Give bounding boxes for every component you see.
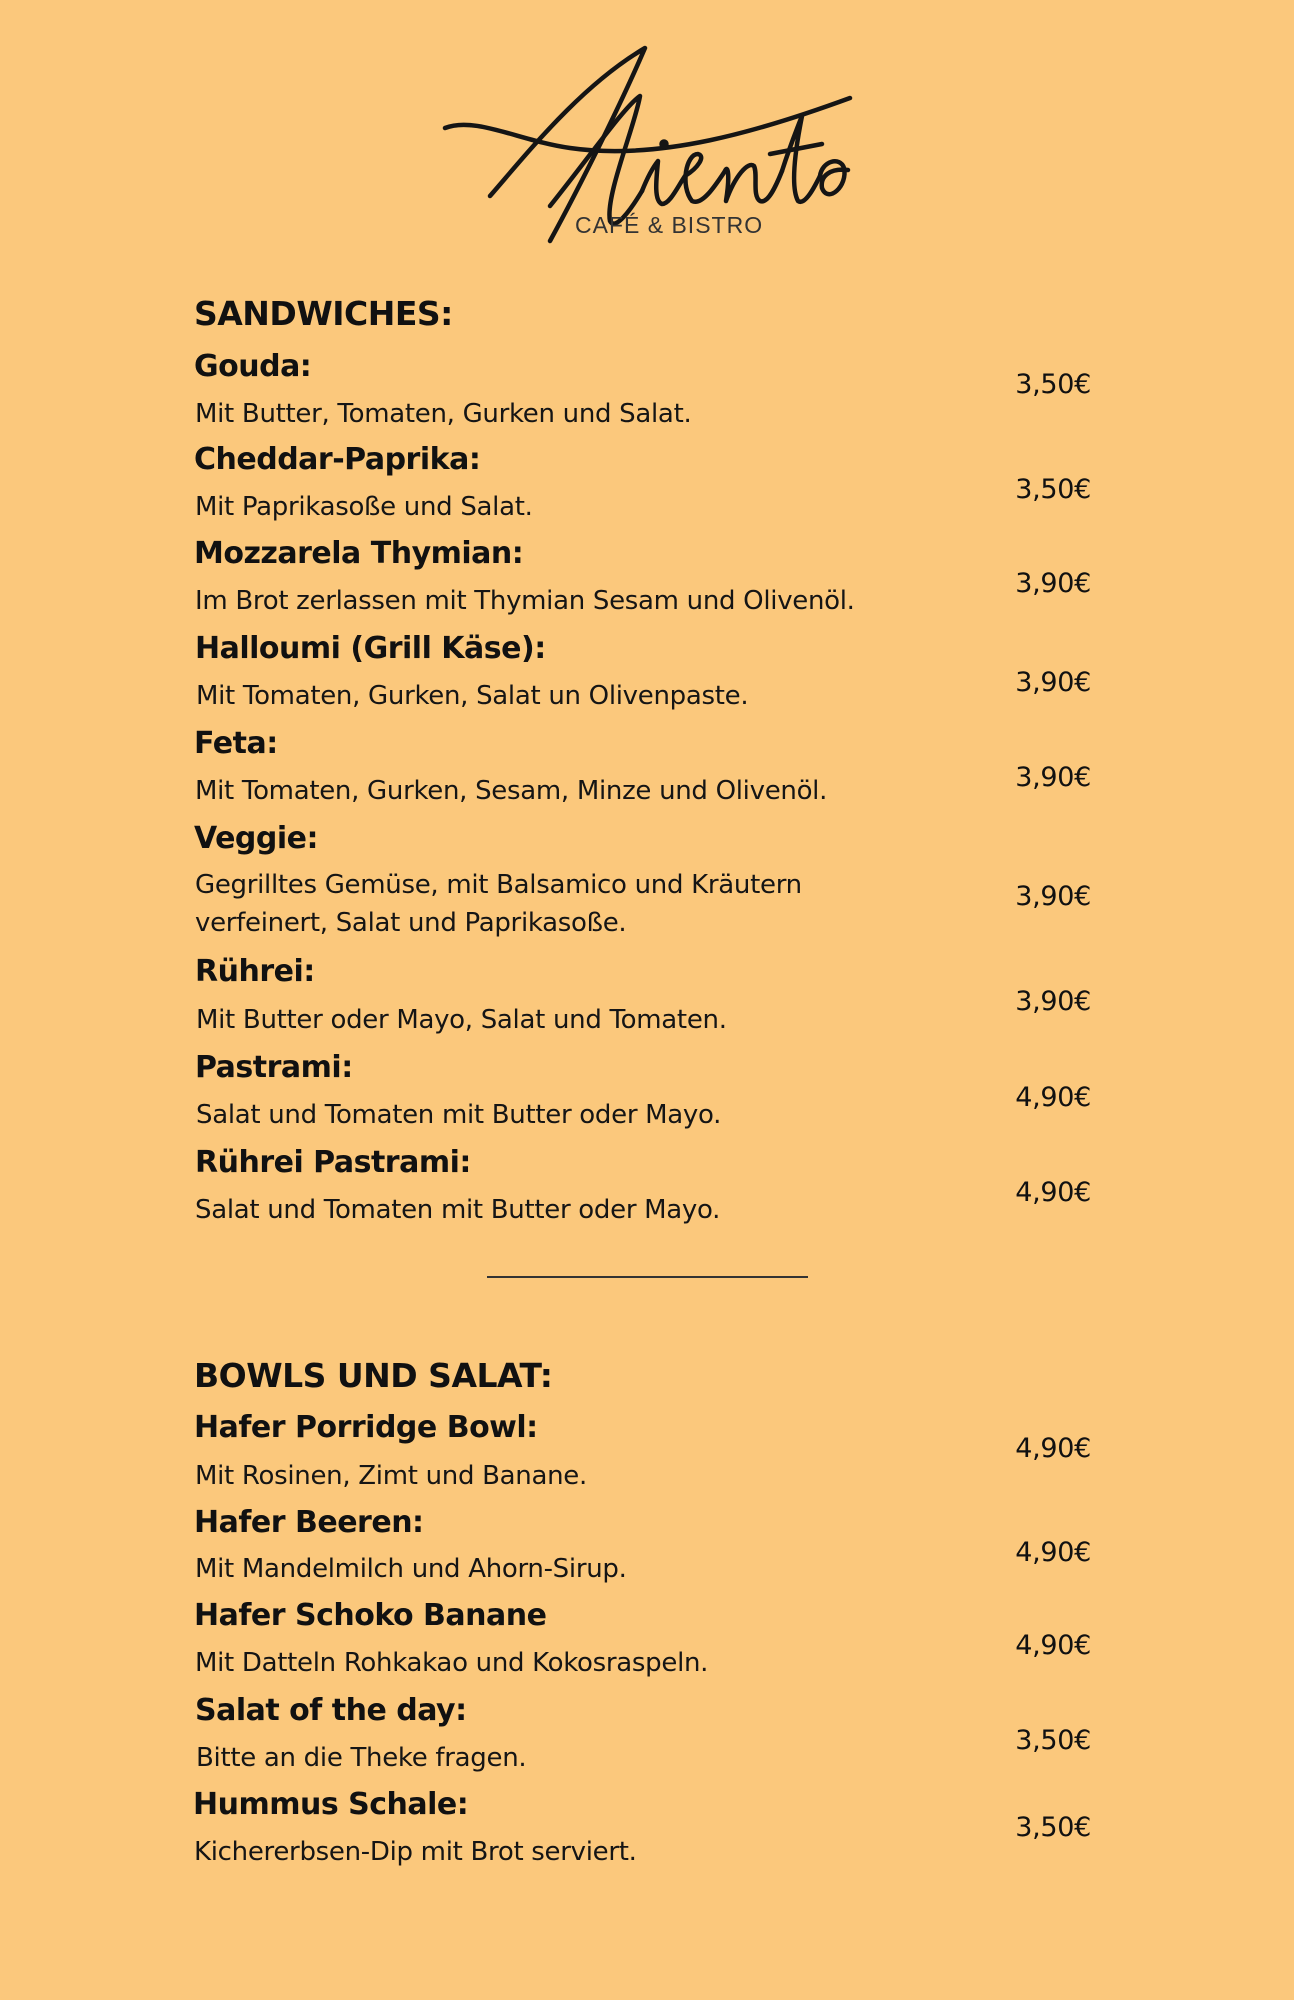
item-name: Hummus Schale:	[193, 1787, 469, 1822]
item-price: 3,90€	[1015, 762, 1091, 793]
section-title-bowls: BOWLS UND SALAT:	[194, 1356, 553, 1395]
item-description: Bitte an die Theke fragen.	[196, 1743, 527, 1773]
item-price: 3,50€	[1015, 1725, 1091, 1756]
item-price: 4,90€	[1015, 1433, 1091, 1464]
item-price: 3,90€	[1015, 986, 1091, 1017]
item-price: 3,50€	[1015, 1812, 1091, 1843]
item-description: Mit Datteln Rohkakao und Kokosraspeln.	[195, 1648, 709, 1678]
item-name: Pastrami:	[195, 1050, 353, 1085]
item-description: verfeinert, Salat und Paprikasoße.	[195, 908, 627, 938]
item-price: 3,90€	[1015, 568, 1091, 599]
section-divider	[487, 1276, 808, 1278]
item-name: Mozzarela Thymian:	[194, 536, 524, 571]
item-price: 4,90€	[1015, 1082, 1091, 1113]
logo-subtitle: CAFÉ & BISTRO	[575, 212, 764, 238]
item-description: Mit Butter oder Mayo, Salat und Tomaten.	[196, 1005, 727, 1035]
item-price: 3,50€	[1015, 369, 1091, 400]
item-description: Mit Rosinen, Zimt und Banane.	[195, 1461, 587, 1491]
logo	[430, 36, 870, 256]
item-name: Cheddar-Paprika:	[194, 442, 481, 477]
item-name: Hafer Porridge Bowl:	[194, 1410, 538, 1445]
item-description: Mit Tomaten, Gurken, Salat un Olivenpaste.	[196, 681, 749, 711]
item-description: Mit Mandelmilch und Ahorn-Sirup.	[195, 1554, 627, 1584]
item-price: 3,50€	[1015, 474, 1091, 505]
item-description: Mit Tomaten, Gurken, Sesam, Minze und Olivenöl.	[195, 776, 828, 806]
item-price: 3,90€	[1015, 667, 1091, 698]
item-name: Hafer Beeren:	[194, 1505, 424, 1540]
item-name: Veggie:	[194, 821, 318, 856]
section-title-sandwiches: SANDWICHES:	[194, 294, 453, 333]
item-price: 4,90€	[1015, 1537, 1091, 1568]
item-description: Salat und Tomaten mit Butter oder Mayo.	[195, 1195, 721, 1225]
item-name: Rührei Pastrami:	[195, 1145, 471, 1180]
item-name: Salat of the day:	[195, 1693, 467, 1728]
item-name: Feta:	[194, 726, 278, 761]
item-name: Hafer Schoko Banane	[194, 1598, 547, 1633]
item-description: Salat und Tomaten mit Butter oder Mayo.	[196, 1100, 722, 1130]
item-name: Rührei:	[195, 954, 315, 989]
item-price: 4,90€	[1015, 1630, 1091, 1661]
item-description: Im Brot zerlassen mit Thymian Sesam und Olivenöl.	[195, 586, 855, 616]
item-price: 3,90€	[1015, 881, 1091, 912]
item-description: Mit Paprikasoße und Salat.	[195, 492, 533, 522]
item-description: Gegrilltes Gemüse, mit Balsamico und Kräutern	[195, 870, 802, 900]
item-name: Halloumi (Grill Käse):	[195, 631, 546, 666]
item-name: Gouda:	[194, 349, 312, 384]
item-description: Mit Butter, Tomaten, Gurken und Salat.	[195, 399, 692, 429]
item-price: 4,90€	[1015, 1177, 1091, 1208]
item-description: Kichererbsen-Dip mit Brot serviert.	[194, 1837, 637, 1867]
